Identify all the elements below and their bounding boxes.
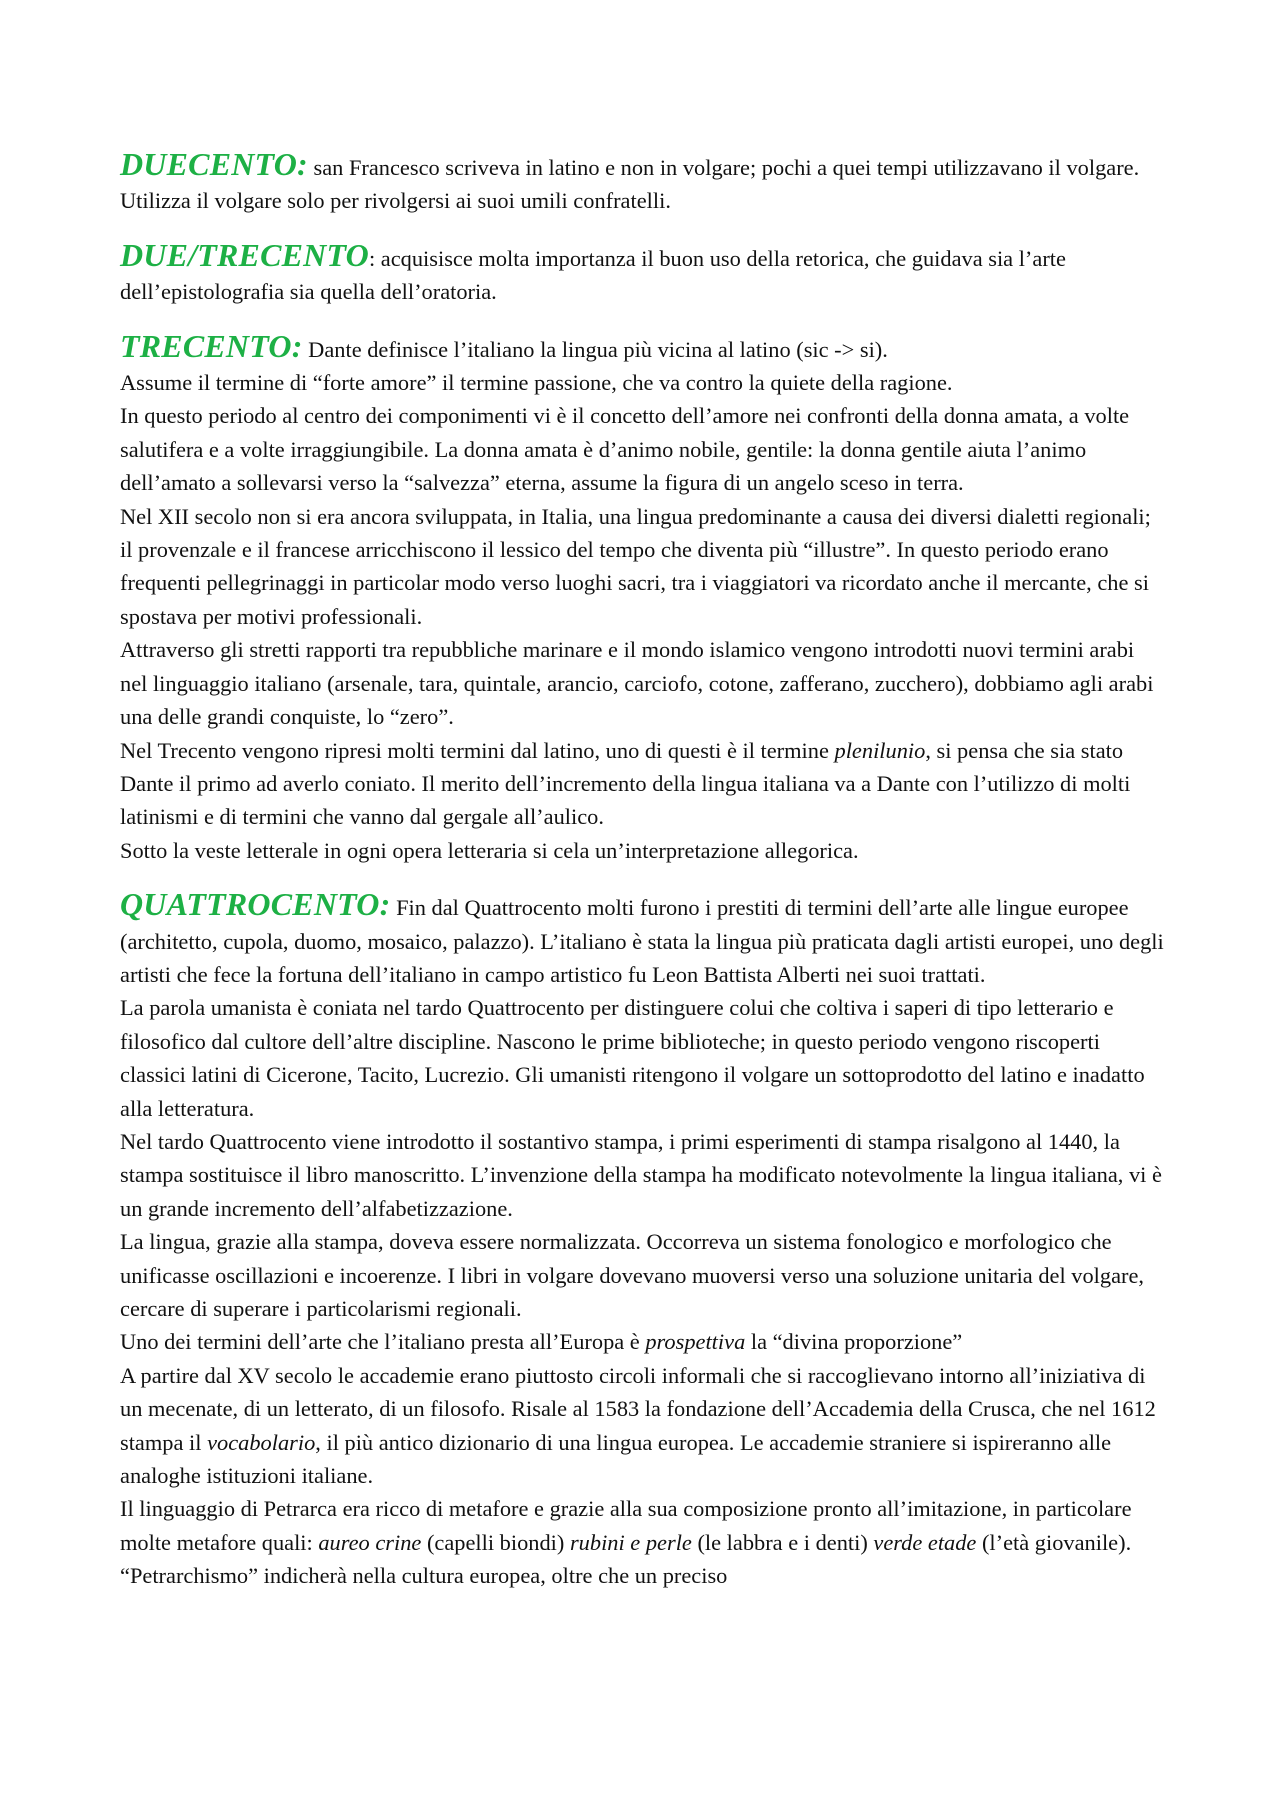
- text-run: (l’età giovanile). “Petrarchismo” indicherà nella cultura europea, oltre che un preciso: [120, 1529, 1132, 1589]
- text-run: Sotto la veste letterale in ogni opera letteraria si cela un’interpretazione allegorica.: [120, 837, 859, 863]
- section-heading: QUATTROCENTO:: [120, 886, 391, 923]
- paragraph: [120, 236, 1165, 309]
- paragraph: [120, 148, 1165, 218]
- text-run: In questo periodo al centro dei componimenti vi è il concetto dell’amore nei confronti della donna amata, a volte salutifera e a volte irraggiungibile. La donna amata è d’animo nobile, gentile: la donna gentile aiuta l’animo dell’amato a sollevarsi verso la “salvezza” eterna, assume la figura di un angelo sceso in terra.: [120, 403, 1130, 496]
- text-run: Uno dei termini dell’arte che l’italiano presta all’Europa è: [120, 1329, 646, 1355]
- text-run: Dante definisce l’italiano la lingua più vicina al latino (sic -> si).: [302, 336, 888, 362]
- text-run: La lingua, grazie alla stampa, doveva essere normalizzata. Occorreva un sistema fonologico e morfologico che unificasse oscillazioni e incoerenze. I libri in volgare dovevano muoversi verso una soluzione unitaria del volgare, cercare di superare i particolarismi regionali.: [120, 1229, 1145, 1321]
- paragraph: [120, 327, 1165, 366]
- text-run: , si pensa che sia stato Dante il primo ad averlo coniato. Il merito dell’incremento della lingua italiana va a Dante con l’utilizzo di molti latinismi e di termini che vanno dal gergale all’aulico.: [120, 737, 1131, 830]
- text-run: la “divina proporzione”: [745, 1329, 963, 1355]
- section: [120, 327, 1165, 868]
- italic-term: aureo crine: [318, 1529, 422, 1555]
- section-heading: DUECENTO:: [120, 146, 308, 182]
- text-run: Assume il termine di “forte amore” il termine passione, che va contro la quiete della ragione.: [120, 370, 953, 396]
- paragraph: [120, 991, 1165, 1125]
- text-run: La parola umanista è coniata nel tardo Quattrocento per distinguere colui che coltiva i saperi di tipo letterario e filosofico dal cultore dell’altre discipline. Nascono le prime biblioteche; in questo periodo vengono riscoperti classici latini di Cicerone, Tacito, Lucrezio. Gli umanisti ritengono il volgare un sottoprodotto del latino e inadatto alla letteratura.: [120, 995, 1145, 1121]
- section-heading: TRECENTO:: [120, 327, 303, 364]
- italic-term: plenilunio: [834, 737, 926, 763]
- italic-term: prospettiva: [645, 1329, 746, 1355]
- section: [120, 148, 1165, 218]
- text-run: Nel XII secolo non si era ancora sviluppata, in Italia, una lingua predominante a causa dei diversi dialetti regionali; il provenzale e il francese arricchiscono il lessico del tempo che diventa più “illustre”. In questo periodo erano frequenti pellegrinaggi in particolar modo verso luoghi sacri, tra i viaggiatori va ricordato anche il mercante, che si spostava per motivi professionali.: [120, 503, 1151, 629]
- paragraph: [120, 834, 1165, 867]
- paragraph: [120, 1492, 1165, 1592]
- italic-term: rubini e perle: [569, 1529, 692, 1555]
- section: [120, 888, 1165, 1593]
- paragraph: [120, 399, 1165, 499]
- document-page: [120, 148, 1165, 1593]
- text-run: Fin dal Quattrocento molti furono i prestiti di termini dell’arte alle lingue europee (architetto, cupola, duomo, mosaico, palazzo). L’italiano è stata la lingua più praticata dagli artisti europei, uno degli artisti che fece la fortuna dell’italiano in campo artistico fu Leon Battista Alberti nei suoi trattati.: [120, 895, 1164, 987]
- section: [120, 236, 1165, 309]
- paragraph: [120, 1325, 1165, 1358]
- text-run: : acquisisce molta importanza il buon uso della retorica, che guidava sia l’arte dell’epistolografia sia quella dell’oratoria.: [120, 245, 1066, 305]
- paragraph: [120, 500, 1165, 634]
- paragraph: [120, 734, 1165, 834]
- text-run: Attraverso gli stretti rapporti tra repubbliche marinare e il mondo islamico vengono introdotti nuovi termini arabi nel linguaggio italiano (arsenale, tara, quintale, arancio, carciofo, cotone, zafferano, zucchero), dobbiamo agli arabi una delle grandi conquiste, lo “zero”.: [120, 637, 1154, 730]
- text-run: (capelli biondi): [421, 1529, 570, 1555]
- paragraph: [120, 366, 1165, 399]
- text-run: (le labbra e i denti): [691, 1529, 874, 1555]
- paragraph: [120, 888, 1165, 991]
- text-run: Il linguaggio di Petrarca era ricco di metafore e grazie alla sua composizione pronto all’imitazione, in particolare molte metafore quali:: [120, 1496, 1132, 1555]
- text-run: Nel tardo Quattrocento viene introdotto il sostantivo stampa, i primi esperimenti di stampa risalgono al 1440, la stampa sostituisce il libro manoscritto. L’invenzione della stampa ha modificato notevolmente la lingua italiana, vi è un grande incremento dell’alfabetizzazione.: [120, 1128, 1162, 1221]
- paragraph: [120, 1359, 1165, 1493]
- paragraph: [120, 633, 1165, 733]
- paragraph: [120, 1125, 1165, 1225]
- text-run: Nel Trecento vengono ripresi molti termini dal latino, uno di questi è il termine: [120, 737, 835, 763]
- section-heading: DUE/TRECENTO: [120, 236, 369, 273]
- text-run: san Francesco scriveva in latino e non in volgare; pochi a quei tempi utilizzavano il volgare. Utilizza il volgare solo per rivolgersi ai suoi umili confratelli.: [120, 155, 1140, 214]
- text-run: A partire dal XV secolo le accademie erano piuttosto circoli informali che si raccoglievano intorno all’iniziativa di un mecenate, di un letterato, di un filosofo. Risale al 1583 la fondazione dell’Accademia della Crusca, che nel 1612 stampa il: [120, 1362, 1156, 1455]
- paragraph: [120, 1225, 1165, 1325]
- italic-term: vocabolario: [207, 1429, 316, 1455]
- italic-term: verde etade: [873, 1529, 977, 1555]
- text-run: , il più antico dizionario di una lingua europea. Le accademie straniere si ispireranno alle analoghe istituzioni italiane.: [120, 1429, 1112, 1489]
